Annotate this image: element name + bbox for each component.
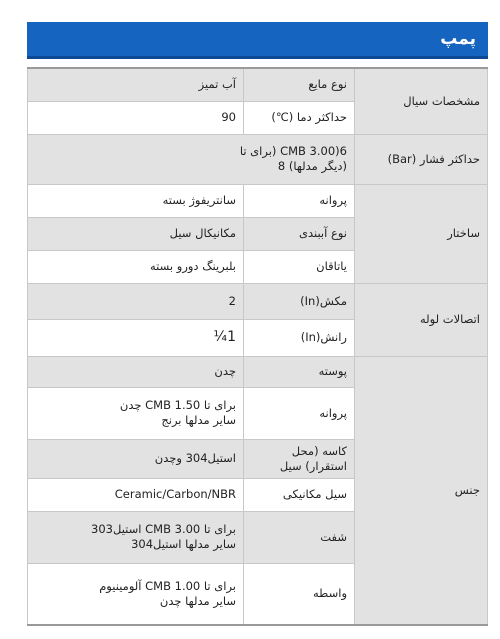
prop-suction: مکش(In): [244, 283, 355, 319]
prop-bearing: یاتاقان: [244, 250, 355, 283]
category-fluid: مشخصات سیال: [355, 68, 488, 134]
value-seal-type: مکانیکال سیل: [28, 217, 244, 250]
category-pipe-connections: اتصالات لوله: [355, 283, 488, 356]
prop-impeller-material: پروانه: [244, 387, 355, 439]
page-title: پمپ: [440, 29, 476, 49]
value-adapter: برای تا CMB 1.00 آلومینیوم سایر مدلها چدن: [28, 563, 244, 625]
table-row: [28, 68, 488, 101]
prop-impeller: پروانه: [244, 184, 355, 217]
value-discharge: 1¼: [28, 319, 244, 356]
value-seal-housing: استیل304 وچدن: [28, 439, 244, 478]
value-shaft: برای تا CMB 3.00 استیل303 سایر مدلها استیل304: [28, 511, 244, 563]
category-max-pressure: حداکثر فشار (Bar): [355, 134, 488, 184]
value-suction: 2: [28, 283, 244, 319]
value-bearing: بلبرینگ دورو بسته: [28, 250, 244, 283]
category-material: جنس: [355, 356, 488, 625]
value-max-temp: 90: [28, 101, 244, 134]
prop-casing: پوسته: [244, 356, 355, 387]
prop-max-temp: حداکثر دما (℃): [244, 101, 355, 134]
value-mechanical-seal: Ceramic/Carbon/NBR: [28, 478, 244, 511]
value-impeller-material: برای تا CMB 1.50 چدن سایر مدلها برنج: [28, 387, 244, 439]
value-max-pressure: 6(CMB 3.00 (برای تا (دیگر مدلها) 8: [28, 134, 355, 184]
prop-discharge: رانش(In): [244, 319, 355, 356]
prop-seal-housing: کاسه (محل استقرار) سیل: [244, 439, 355, 478]
prop-fluid-type: نوع مایع: [244, 68, 355, 101]
spec-table: [27, 67, 488, 626]
prop-mechanical-seal: سیل مکانیکی: [244, 478, 355, 511]
prop-seal-type: نوع آببندی: [244, 217, 355, 250]
table-row: [28, 184, 488, 217]
value-impeller: سانتریفوژ بسته: [28, 184, 244, 217]
prop-adapter: واسطه: [244, 563, 355, 625]
table-row: [28, 356, 488, 387]
prop-shaft: شفت: [244, 511, 355, 563]
value-fluid-type: آب تمیز: [28, 68, 244, 101]
category-structure: ساختار: [355, 184, 488, 283]
table-row: [28, 134, 488, 184]
page-title-bar: [27, 22, 488, 59]
value-casing: چدن: [28, 356, 244, 387]
table-row: [28, 283, 488, 319]
